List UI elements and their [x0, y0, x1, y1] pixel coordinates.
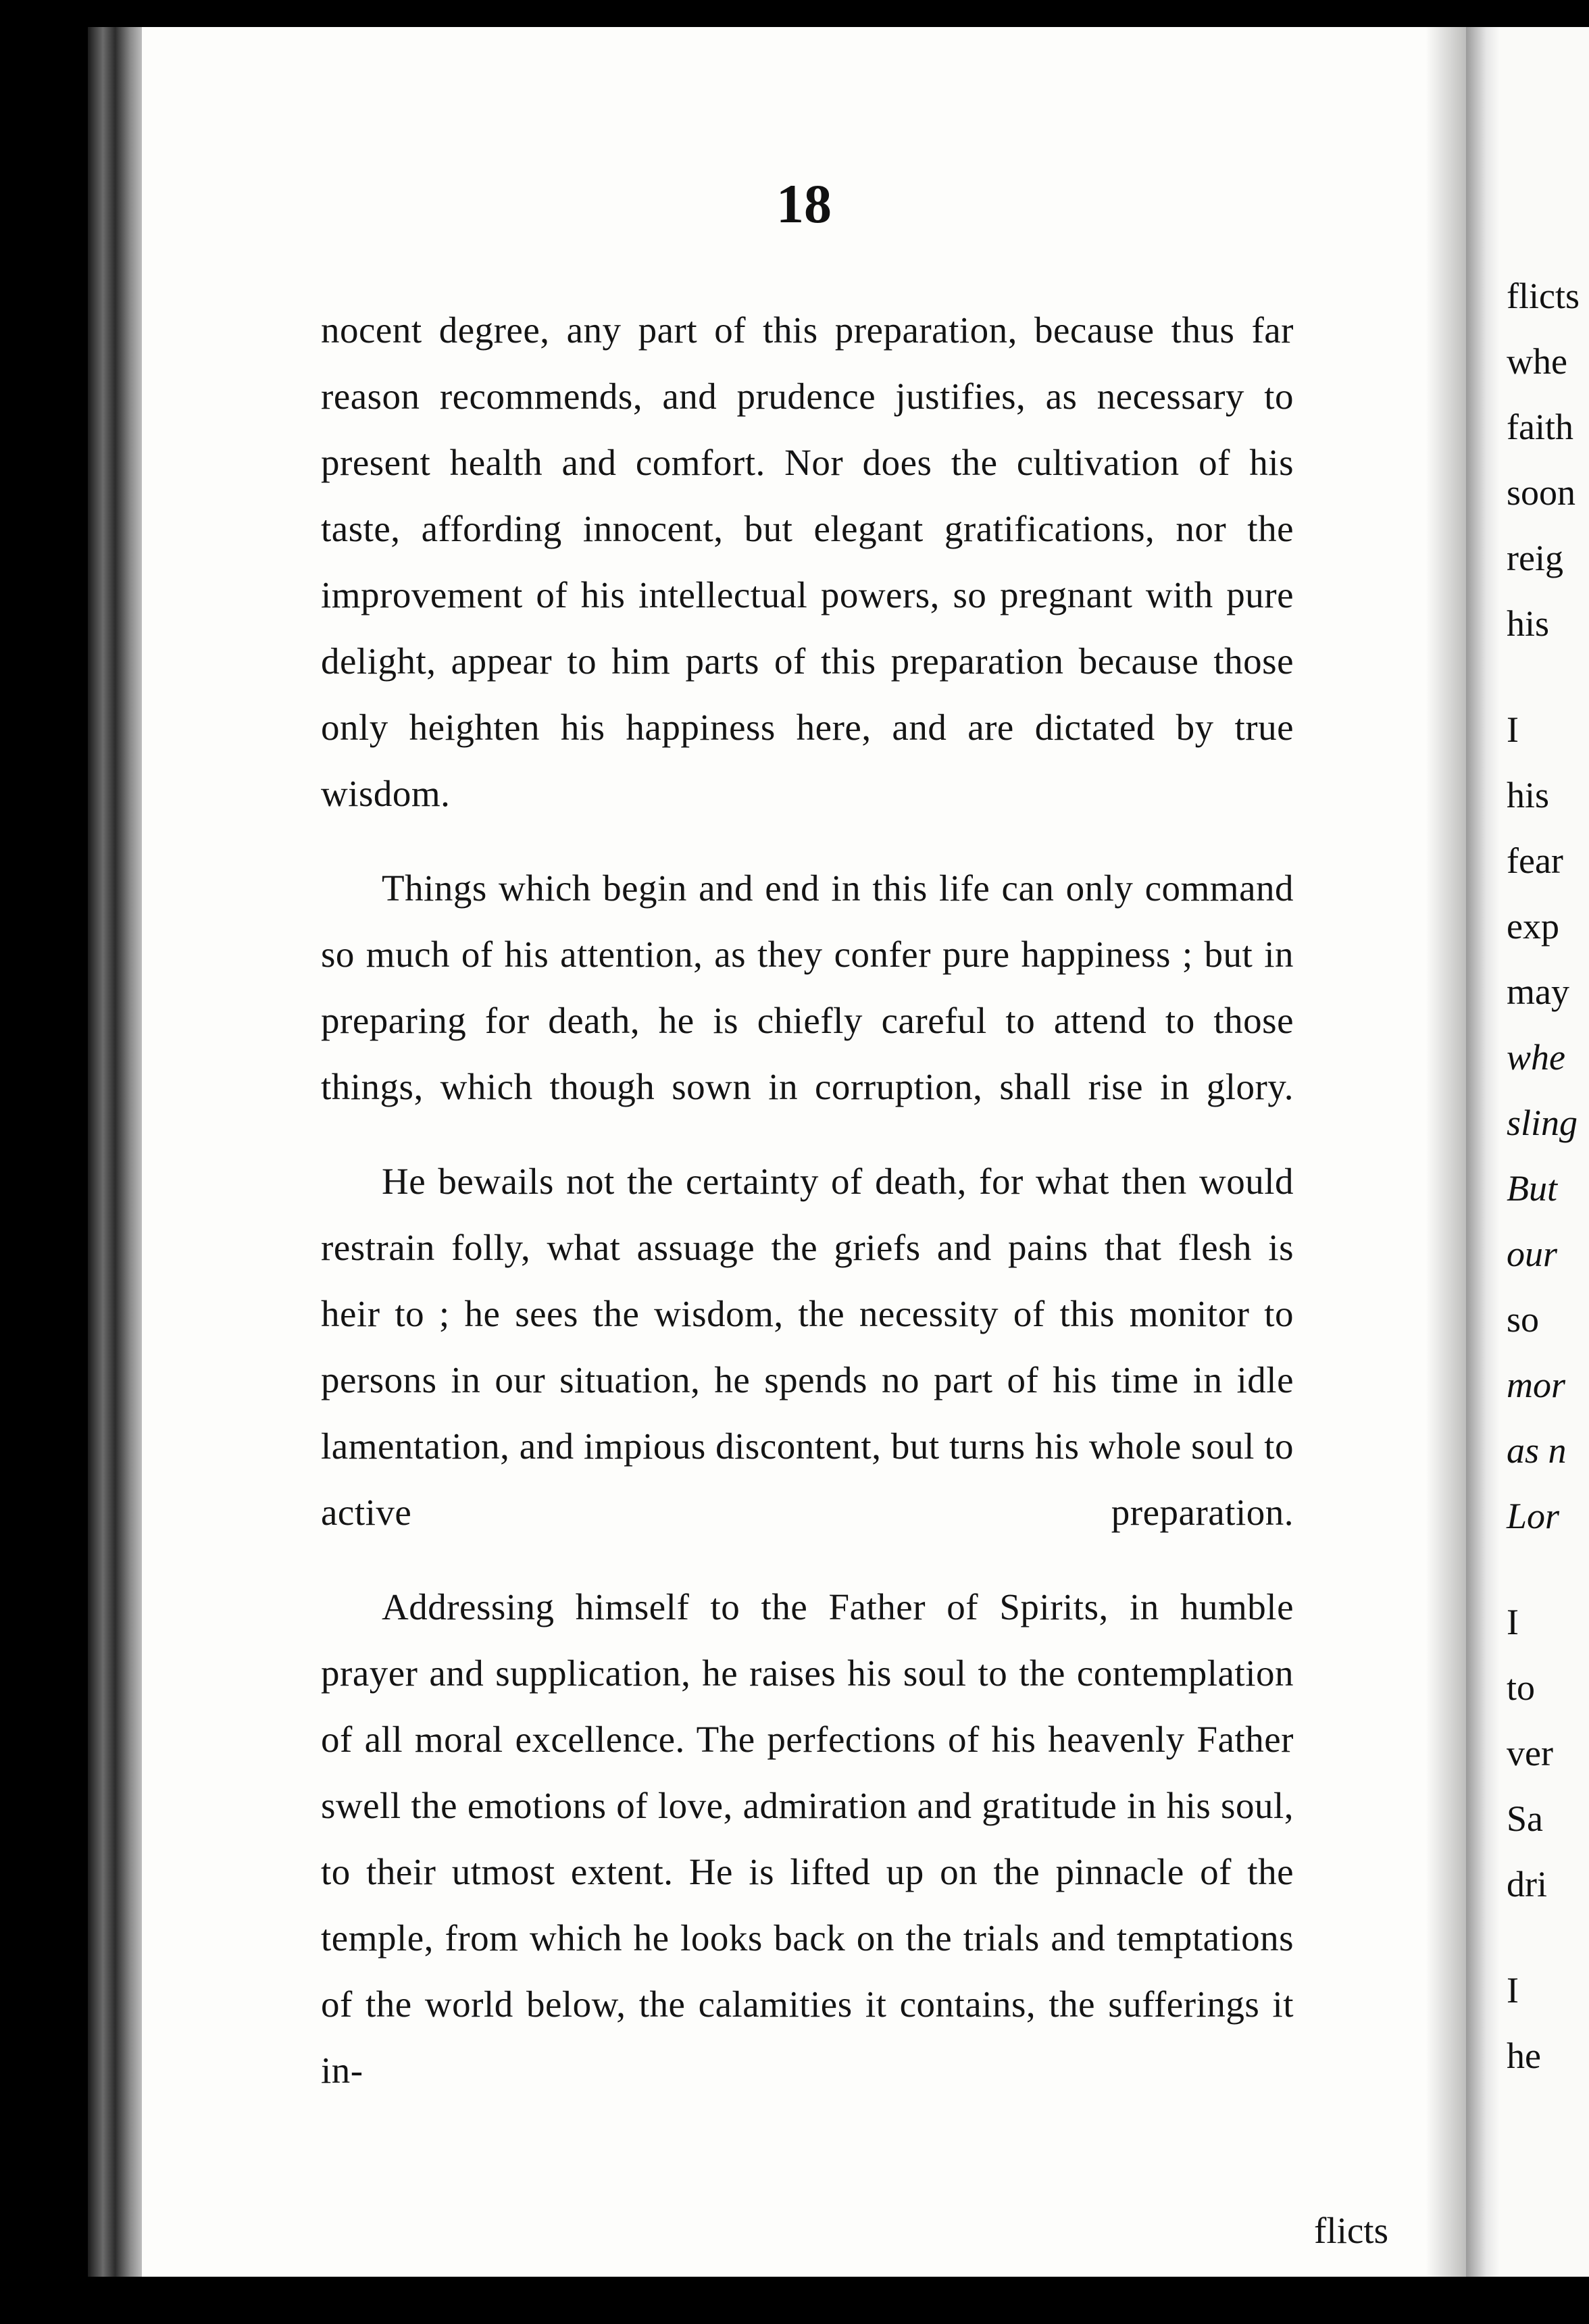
- facing-line: his: [1507, 775, 1550, 815]
- facing-line: fear: [1507, 840, 1563, 881]
- facing-line: I: [1507, 1602, 1519, 1642]
- facing-line: [1507, 1917, 1589, 1958]
- facing-line: Lor: [1507, 1496, 1560, 1536]
- facing-line: dri: [1507, 1864, 1547, 1904]
- facing-line: so: [1507, 1299, 1540, 1340]
- facing-page: [1466, 27, 1589, 2277]
- page-number: 18: [776, 173, 832, 234]
- body-text: [321, 297, 1294, 2132]
- facing-line: may: [1507, 971, 1569, 1012]
- facing-line: ver: [1507, 1733, 1553, 1773]
- facing-page-text: [1507, 263, 1589, 2089]
- facing-line: whe: [1507, 1037, 1565, 1078]
- facing-line: sling: [1507, 1103, 1578, 1143]
- facing-line: [1507, 1549, 1589, 1590]
- facing-page-edge: [1466, 27, 1500, 2277]
- facing-line: whe: [1507, 341, 1567, 382]
- paragraph: Addressing himself to the Father of Spirits, in humble prayer and supplication, he raises his soul to the contemplation of all moral excellence. The perfections of his heavenly Father swell the emotions of love, admiration and gratitude in his soul, to their utmost extent. He is lifted up on the pinnacle of the temple, from which he looks back on the trials and temptations of the world below, the calamities it contains, the sufferings it in-: [321, 1586, 1294, 2091]
- facing-line: soon: [1507, 472, 1576, 513]
- facing-line: reig: [1507, 538, 1563, 578]
- facing-line: mor: [1507, 1365, 1566, 1405]
- facing-line: exp: [1507, 906, 1559, 946]
- book-page: [142, 27, 1466, 2277]
- facing-line: faith: [1507, 407, 1573, 447]
- facing-line: our: [1507, 1234, 1558, 1274]
- paragraph: nocent degree, any part of this preparation, because thus far reason recommends, and prudence justifies, as necessary to present health and comfort. Nor does the cultivation of his taste, affording innocent, but elegant gratifications, nor the improvement of his intellectual powers, so pregnant with pure delight, appear to him parts of this preparation because those only heighten his happiness here, and are dictated by true wisdom.: [321, 309, 1294, 814]
- facing-line: flicts: [1507, 276, 1580, 316]
- catchword: flicts: [1314, 2210, 1388, 2251]
- facing-line: Sa: [1507, 1798, 1543, 1839]
- paragraph: Things which begin and end in this life can only command so much of his attention, as they confer pure happiness ; but in preparing for death, he is chiefly careful to attend to those things, which though sown in corruption, shall rise in glory.: [321, 867, 1294, 1107]
- book-gutter: [88, 27, 149, 2277]
- facing-line: his: [1507, 603, 1550, 644]
- page-edge-shadow: [1426, 27, 1466, 2277]
- facing-line: as n: [1507, 1430, 1567, 1471]
- facing-line: he: [1507, 2036, 1541, 2076]
- facing-line: [1507, 657, 1589, 697]
- facing-line: But: [1507, 1168, 1557, 1209]
- facing-line: to: [1507, 1667, 1536, 1708]
- facing-line: I: [1507, 1970, 1519, 2011]
- paragraph: He bewails not the certainty of death, for what then would restrain folly, what assuage the griefs and pains that flesh is heir to ; he sees the wisdom, the necessity of this monitor to persons in our situation, he spends no part of his time in idle lamentation, and impious discontent, but turns his whole soul to active preparation.: [321, 1161, 1294, 1533]
- facing-line: I: [1507, 709, 1519, 750]
